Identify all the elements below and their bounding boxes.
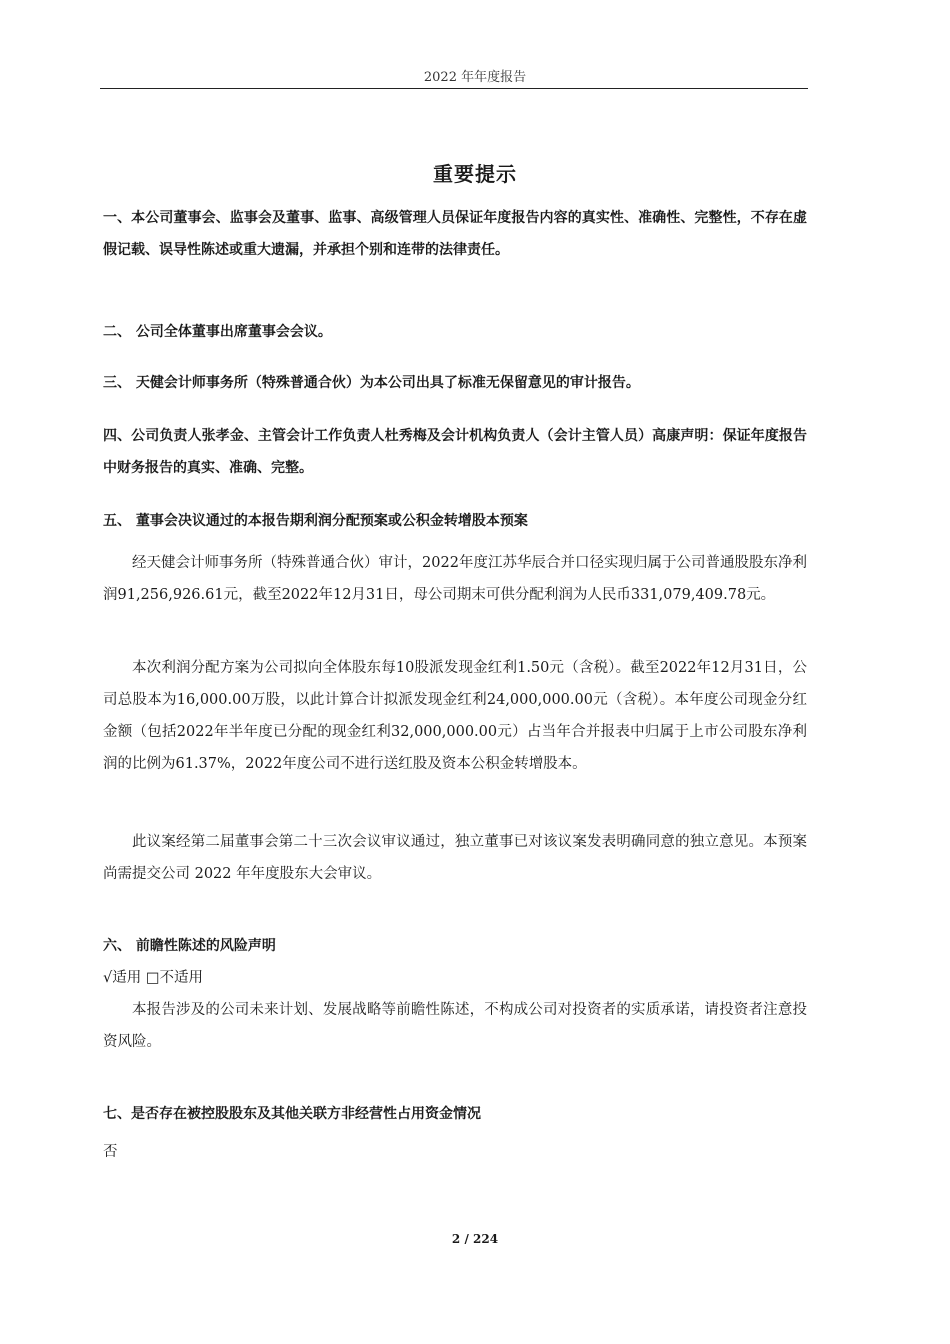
section-5-paragraph-3: 此议案经第二届董事会第二十三次会议审议通过，独立董事已对该议案发表明确同意的独立意见。本预案尚需提交公司 2022 年年度股东大会审议。	[103, 834, 807, 882]
page-number: 2 / 224	[451, 1232, 499, 1246]
section-5-paragraph-2: 本次利润分配方案为公司拟向全体股东每10股派发现金红利1.50元（含税）。截至2022年12月31日，公司总股本为16,000.00万股，以此计算合计拟派发现金红利24,000,000.00元（含税）。本年度公司现金分红金额（包括2022年半年度已分配的现金红利32,000,000.00元）占当年合并报表中归属于上市公司股东净利润的比例为61.37%，2022年度公司不进行送红股及资本公积金转增股本。	[103, 660, 807, 772]
page-title: 重要提示	[433, 162, 517, 186]
section-6-heading: 六、 前瞻性陈述的风险声明	[103, 938, 276, 954]
page-header-title: 2022 年年度报告	[423, 70, 527, 85]
section-4-text: 四、公司负责人张孝金、主管会计工作负责人杜秀梅及会计机构负责人（会计主管人员）高康声明：保证年度报告中财务报告的真实、准确、完整。	[103, 428, 807, 476]
section-3-text: 三、 天健会计师事务所（特殊普通合伙）为本公司出具了标准无保留意见的审计报告。	[103, 375, 640, 391]
section-7-answer: 否	[103, 1144, 118, 1160]
section-6-paragraph: 本报告涉及的公司未来计划、发展战略等前瞻性陈述，不构成公司对投资者的实质承诺，请投资者注意投资风险。	[103, 1002, 807, 1050]
section-6-applicability: √适用 □不适用	[103, 970, 204, 986]
section-2-text: 二、 公司全体董事出席董事会会议。	[103, 324, 332, 340]
section-5-heading: 五、 董事会决议通过的本报告期利润分配预案或公积金转增股本预案	[103, 513, 528, 529]
section-1-text: 一、本公司董事会、监事会及董事、监事、高级管理人员保证年度报告内容的真实性、准确性、完整性，不存在虚假记载、误导性陈述或重大遗漏，并承担个别和连带的法律责任。	[103, 210, 807, 258]
header-divider	[100, 88, 808, 89]
section-7-heading: 七、是否存在被控股股东及其他关联方非经营性占用资金情况	[103, 1106, 481, 1122]
section-5-paragraph-1: 经天健会计师事务所（特殊普通合伙）审计，2022年度江苏华辰合并口径实现归属于公司普通股股东净利润91,256,926.61元，截至2022年12月31日，母公司期末可供分配利润为人民币331,079,409.78元。	[103, 555, 807, 603]
